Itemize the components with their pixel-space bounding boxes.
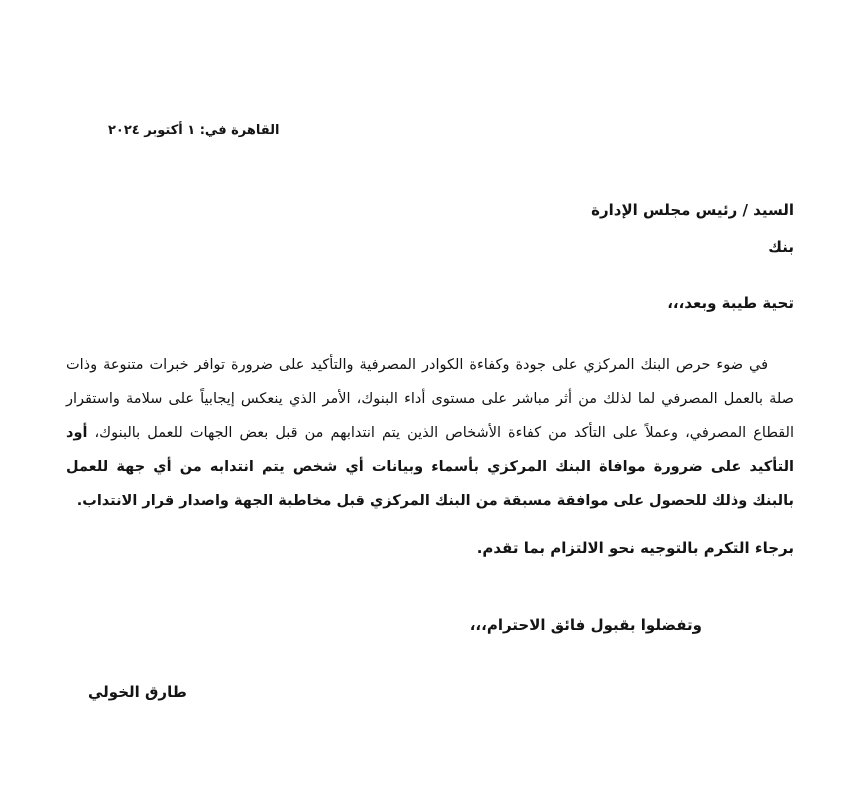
date-line: القاهرة في: ١ أكتوبر ٢٠٢٤ — [108, 123, 280, 138]
recipient-org: بنك — [768, 238, 794, 256]
closing-phrase: وتفضلوا بقبول فائق الاحترام،،، — [469, 616, 702, 634]
compliance-request-line: برجاء التكرم بالتوجيه نحو الالتزام بما تقدم. — [476, 539, 794, 557]
recipient-title: السيد / رئيس مجلس الإدارة — [591, 201, 794, 219]
signature-name: طارق الخولي — [88, 683, 187, 701]
letter-body — [66, 348, 794, 518]
body-text-regular: في ضوء حرص البنك المركزي على جودة وكفاءة الكوادر المصرفية والتأكيد على ضرورة توافر خبرات متنوعة وذات صلة بالعمل المصرفي لما لذلك من أثر مباشر على مستوى أداء البنوك، الأمر الذي ينعكس إيجابياً على سلامة واستقرار القطاع المصرفي، وعملاً على التأكد من كفاءة الأشخاص الذين يتم انتدابهم من قبل بعض الجهات للعمل بالبنوك، — [66, 357, 794, 441]
recipient-block — [591, 192, 794, 266]
salutation: تحية طيبة وبعد،،، — [667, 294, 794, 312]
body-text-bold: أود التأكيد على ضرورة موافاة البنك المركزي بأسماء وبيانات أي شخص يتم انتدابه من أي جهة للعمل بالبنك وذلك للحصول على موافقة مسبقة من البنك المركزي قبل مخاطبة الجهة واصدار قرار الانتداب. — [66, 425, 794, 509]
